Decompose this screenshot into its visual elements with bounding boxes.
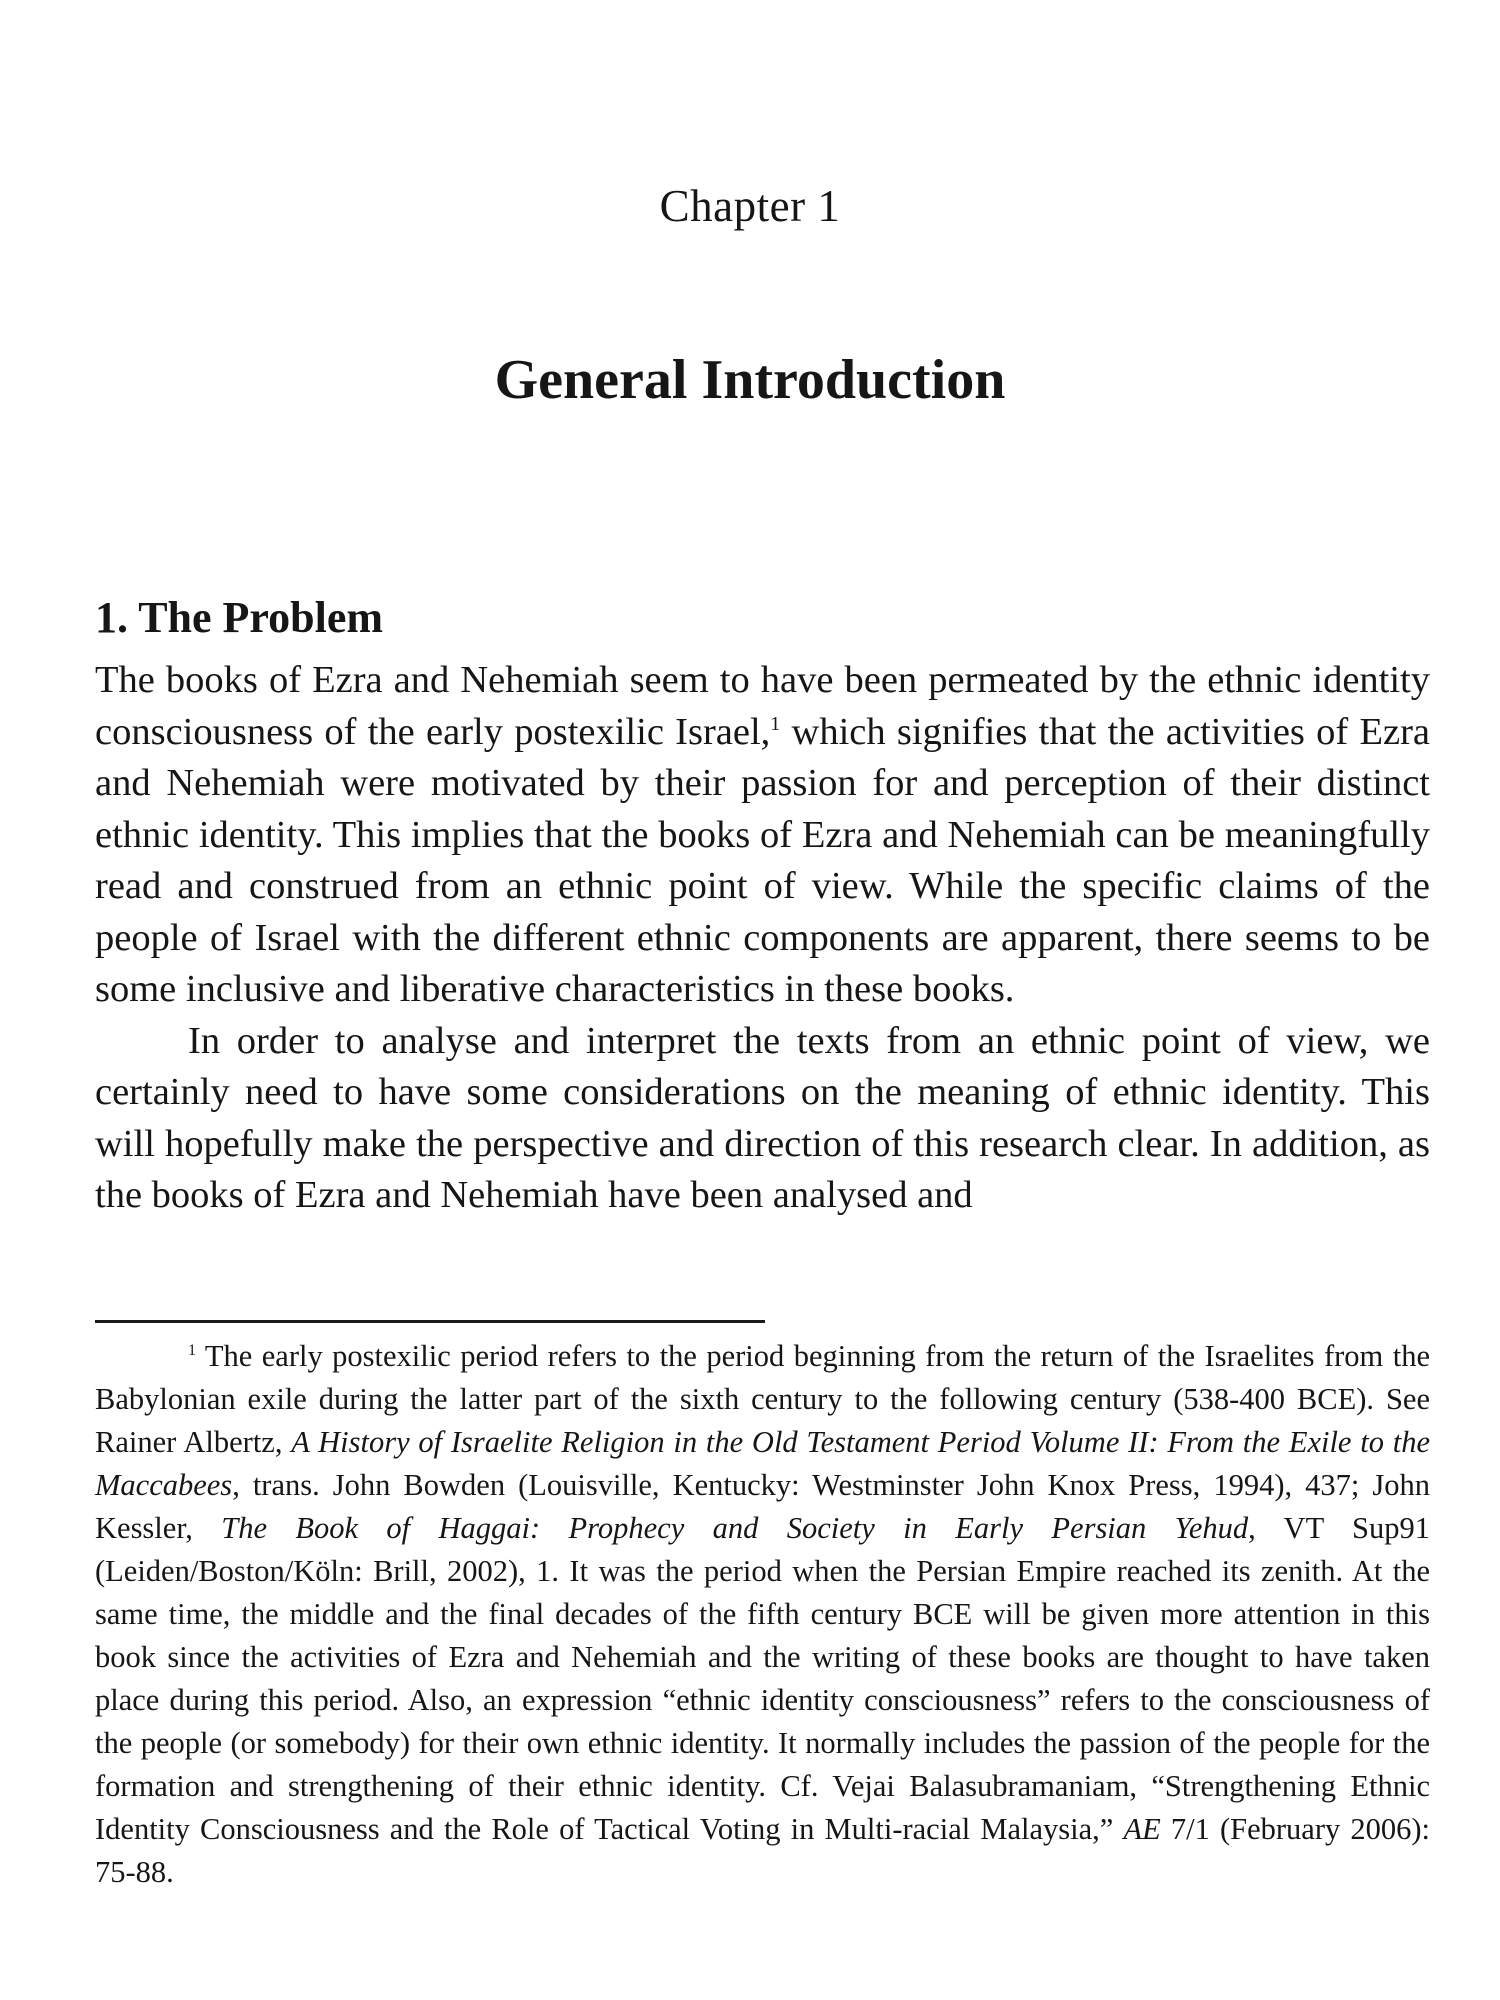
footnote-text-2: , trans. John Bowden (Louisville, Kentucky: Westminster John Knox Press, 1994), 437; John Kessler, — [95, 1468, 1430, 1545]
paragraph-2: In order to analyse and interpret the texts from an ethnic point of view, we certainly need to have some considerations on the meaning of ethnic identity. This will hopefully make the perspective and direction of this research clear. In addition, as the books of Ezra and Nehemiah have been analysed and — [95, 1019, 1430, 1216]
chapter-title: General Introduction — [494, 349, 1006, 411]
footnote-reference-mark[interactable]: 1 — [770, 712, 781, 735]
section-heading: 1. The Problem — [95, 593, 384, 642]
footnote-1 — [95, 1335, 1430, 1894]
footnote-text-4: 7/1 (February 2006): 75-88. — [95, 1812, 1430, 1889]
paragraph-1 — [95, 655, 1430, 1016]
footnote-journal-abbrev: AE — [1123, 1812, 1161, 1846]
chapter-label: Chapter 1 — [659, 181, 841, 231]
body-text — [95, 655, 1430, 1222]
footnote-text-1: The early postexilic period refers to the period beginning from the return of the Israelites from the Babylonian exile during the latter part of the sixth century to the following century (538-400 BCE). See Rainer Albertz, — [95, 1339, 1430, 1459]
paragraph-1-text-b: which signifies that the activities of Ezra and Nehemiah were motivated by their passion for and perception of their distinct ethnic identity. This implies that the books of Ezra and Nehemiah can be meaningfully read and construed from an ethnic point of view. While the specific claims of the people of Israel with the different ethnic components are apparent, there seems to be some inclusive and liberative characteristics in these books. — [95, 710, 1430, 1010]
footnote-citation-title-1: A History of Israelite Religion in the Old Testament Period Volume II: From the Exile to the Maccabees — [95, 1425, 1430, 1502]
footnote-divider — [95, 1320, 765, 1323]
footnote-citation-title-2: The Book of Haggai: Prophecy and Society in Early Persian Yehud — [221, 1511, 1249, 1545]
footnote-mark: 1 — [188, 1341, 196, 1359]
paragraph-1-text-a: The books of Ezra and Nehemiah seem to have been permeated by the ethnic identity consciousness of the early postexilic Israel, — [95, 659, 1430, 753]
footnote-text-3: , VT Sup91 (Leiden/Boston/Köln: Brill, 2002), 1. It was the period when the Persian Empire reached its zenith. At the same time, the middle and the final decades of the fifth century BCE will be given more attention in this book since the activities of Ezra and Nehemiah and the writing of these books are thought to have taken place during this period. Also, an expression “ethnic identity consciousness” refers to the consciousness of the people (or somebody) for their own ethnic identity. It normally includes the passion of the people for the formation and strengthening of their ethnic identity. Cf. Vejai Balasubramaniam, “Strengthening Ethnic Identity Consciousness and the Role of Tactical Voting in Multi-racial Malaysia,” — [95, 1511, 1430, 1846]
